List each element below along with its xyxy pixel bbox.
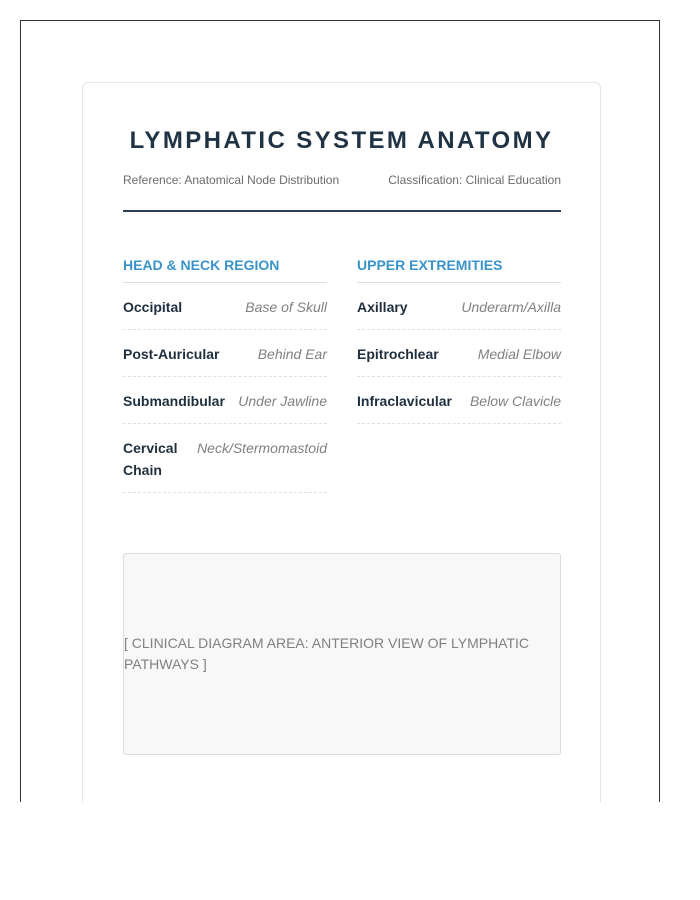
head-neck-node-list <box>123 296 327 493</box>
clinical-diagram-placeholder <box>123 553 561 755</box>
document-meta <box>123 173 561 187</box>
node-row-cervical-chain <box>123 424 327 493</box>
node-name: Epitrochlear <box>357 346 439 362</box>
node-row-occipital <box>123 296 327 330</box>
head-neck-heading: HEAD & NECK REGION <box>123 257 327 283</box>
node-row-infraclavicular <box>357 377 561 424</box>
node-row-post-auricular <box>123 330 327 377</box>
node-name: Cervical Chain <box>123 440 178 478</box>
node-location: Under Jawline <box>238 393 327 409</box>
node-name: Post-Auricular <box>123 346 220 362</box>
node-row-submandibular <box>123 377 327 424</box>
node-location: Base of Skull <box>245 299 327 315</box>
node-name: Axillary <box>357 299 408 315</box>
reference-text: Reference: Anatomical Node Distribution <box>123 173 340 187</box>
document-frame <box>20 20 660 802</box>
node-row-axillary <box>357 296 561 330</box>
node-name: Occipital <box>123 299 183 315</box>
title-divider <box>123 210 561 212</box>
node-location: Below Clavicle <box>469 393 561 409</box>
document-card <box>82 82 601 802</box>
node-location: Neck/Stermomastoid <box>197 440 327 456</box>
head-neck-section <box>123 257 327 493</box>
node-row-epitrochlear <box>357 330 561 377</box>
classification-text: Classification: Clinical Education <box>388 173 561 187</box>
node-name: Submandibular <box>123 393 225 409</box>
node-location: Underarm/Axilla <box>461 299 561 315</box>
upper-extremities-heading: UPPER EXTREMITIES <box>357 257 561 283</box>
diagram-placeholder-text: [ CLINICAL DIAGRAM AREA: ANTERIOR VIEW OF LYMPHATIC PATHWAYS ] <box>124 635 530 672</box>
document-title: LYMPHATIC SYSTEM ANATOMY <box>129 127 554 154</box>
upper-extremities-node-list <box>357 296 561 424</box>
node-location: Medial Elbow <box>477 346 561 362</box>
node-location: Behind Ear <box>257 346 327 362</box>
node-name: Infraclavicular <box>357 393 452 409</box>
upper-extremities-section <box>357 257 561 424</box>
